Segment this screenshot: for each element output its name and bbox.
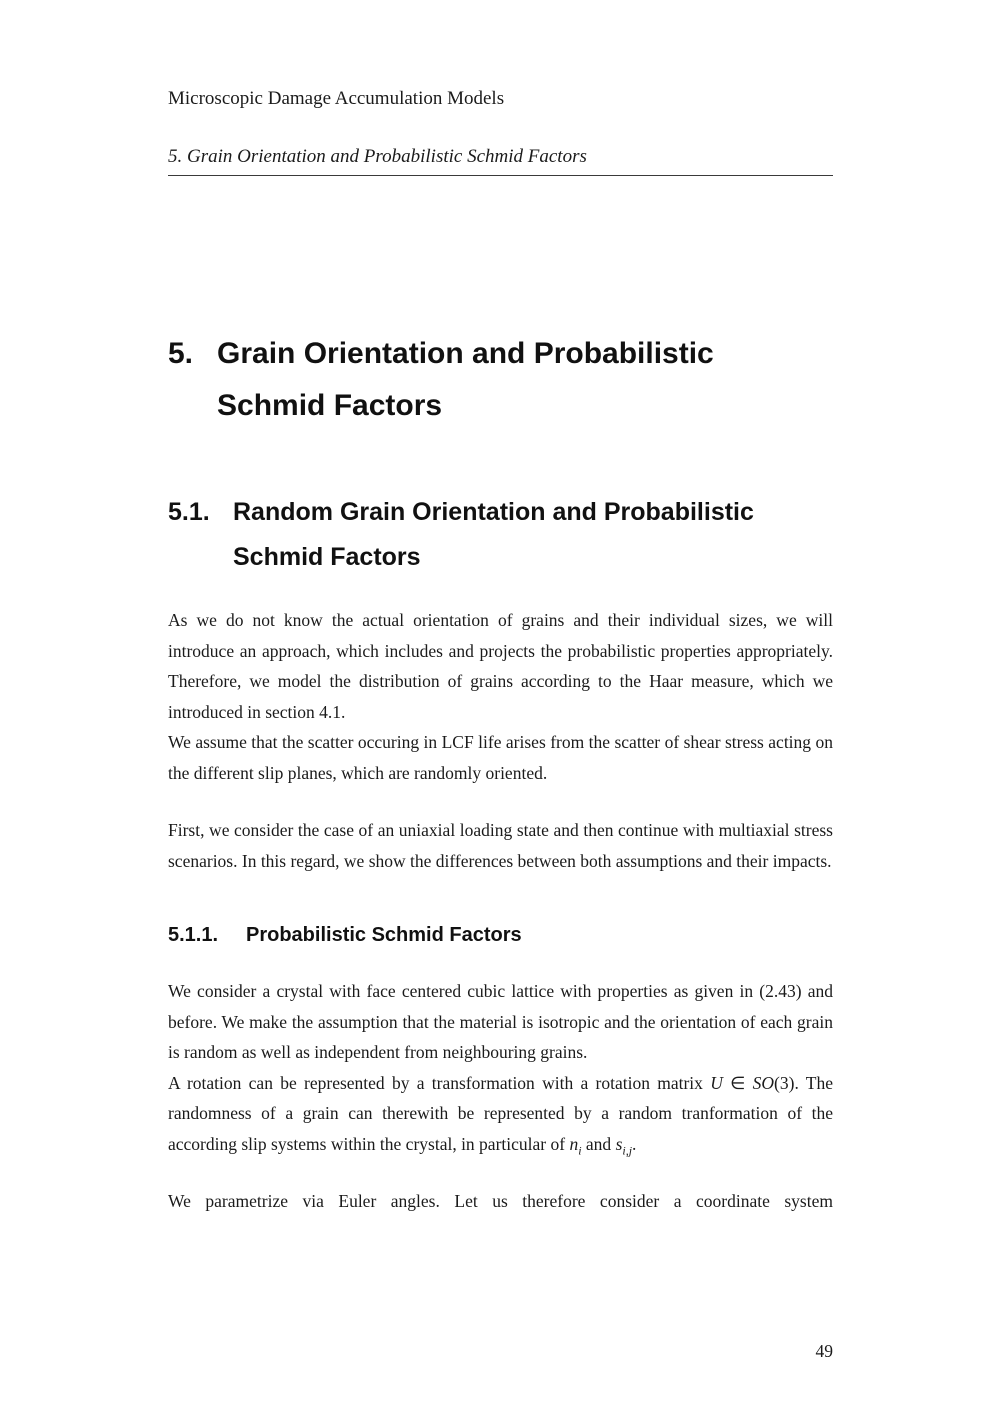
- text-run: (3). The randomness of a grain can therewith be represented by a random tranformation of the according slip systems within the crystal, in particular of: [168, 1072, 833, 1154]
- section-title-line2: Schmid Factors: [233, 543, 421, 571]
- paragraph-rotation-matrix: [168, 1068, 833, 1160]
- running-head-chapter-title: 5. Grain Orientation and Probabilistic Schmid Factors: [168, 146, 587, 167]
- chapter-title-line2: Schmid Factors: [217, 389, 443, 422]
- chapter-number: 5.: [168, 337, 194, 370]
- running-head-book-title: Microscopic Damage Accumulation Models: [168, 88, 505, 109]
- paragraph-fcc-lattice: We consider a crystal with face centered cubic lattice with properties as given in (2.43) and before. We make the assumption that the material is isotropic and the orientation of each grain is random as well as independent from neighbouring grains.: [168, 981, 833, 1062]
- text-run: and: [581, 1133, 616, 1154]
- paragraph-grain-orientation-intro: As we do not know the actual orientation of grains and their individual sizes, we will introduce an approach, which includes and projects the probabilistic properties appropriately. Therefore, we model the distribution of grains according to the Haar measure, which we introduced in section 4.1.: [168, 610, 833, 722]
- section-title: [233, 490, 754, 580]
- math-variable-SO: SO: [752, 1072, 775, 1093]
- math-element-of: ∈: [722, 1072, 753, 1093]
- section-number: 5.1.: [168, 498, 210, 526]
- page-content: [168, 88, 833, 1217]
- subsection-title: Probabilistic Schmid Factors: [246, 924, 522, 946]
- subsection-number: 5.1.1.: [168, 924, 219, 946]
- page-number: 49: [815, 1341, 833, 1361]
- chapter-title: [217, 328, 714, 432]
- header-rule: [168, 175, 833, 176]
- text-run: A rotation can be represented by a transformation with a rotation matrix: [168, 1072, 711, 1093]
- text-run: .: [632, 1133, 637, 1154]
- section-title-line1: Random Grain Orientation and Probabilistic: [233, 498, 754, 526]
- paragraph-scatter-assumption: We assume that the scatter occuring in LCF life arises from the scatter of shear stress acting on the different slip planes, which are randomly oriented.: [168, 732, 833, 783]
- math-variable-s: s: [615, 1133, 623, 1154]
- math-subscript-i: i: [578, 1143, 582, 1157]
- math-variable-U: U: [710, 1072, 723, 1093]
- chapter-heading: [168, 328, 833, 432]
- paragraph-euler-angles: We parametrize via Euler angles. Let us therefore consider a coordinate system: [168, 1191, 833, 1211]
- subsection-heading: [168, 922, 833, 948]
- math-subscript-ij: i,j: [622, 1143, 633, 1157]
- chapter-title-line1: Grain Orientation and Probabilistic: [217, 337, 714, 370]
- paragraph-uniaxial-multiaxial: First, we consider the case of an uniaxial loading state and then continue with multiaxial stress scenarios. In this regard, we show the differences between both assumptions and their impacts.: [168, 820, 833, 871]
- math-variable-n: n: [569, 1133, 579, 1154]
- section-heading: [168, 490, 833, 580]
